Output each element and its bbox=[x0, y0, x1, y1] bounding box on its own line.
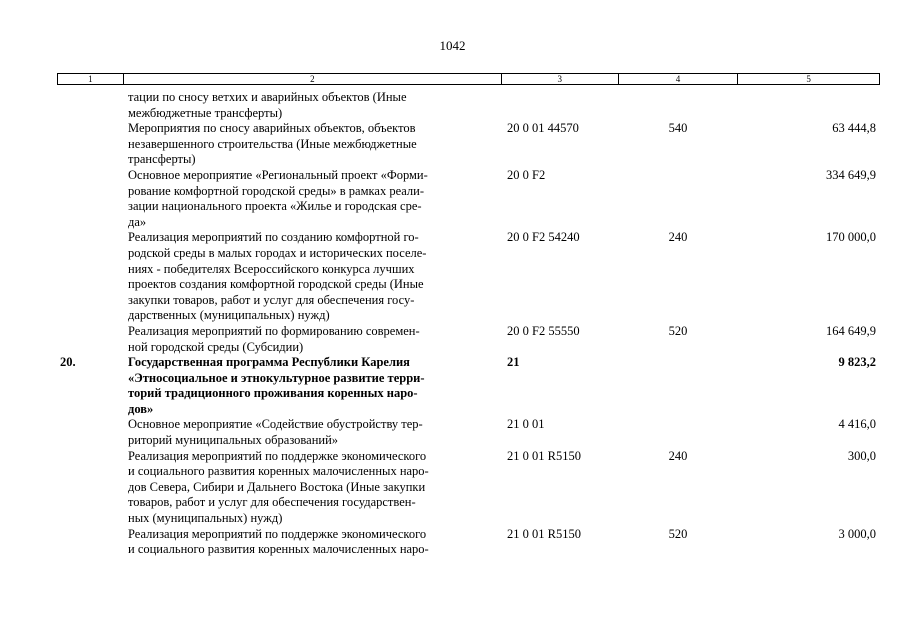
description-line: Реализация мероприятий по созданию комфортной го- bbox=[128, 230, 419, 245]
description-line: межбюджетные трансферты) bbox=[128, 105, 283, 120]
header-col-4: 4 bbox=[618, 74, 738, 84]
description-line: товаров, работ и услуг для обеспечения государствен- bbox=[128, 495, 416, 510]
table-row bbox=[57, 355, 880, 417]
description-line: дарственных (муниципальных) нужд) bbox=[128, 308, 330, 323]
table-row bbox=[57, 121, 880, 168]
row-amount: 3 000,0 bbox=[838, 526, 876, 541]
row-description bbox=[128, 230, 496, 324]
table-row bbox=[57, 324, 880, 355]
description-line: и социального развития коренных малочисленных наро- bbox=[128, 542, 429, 557]
row-code: 21 0 01 bbox=[507, 417, 545, 432]
table-row bbox=[57, 417, 880, 448]
description-line: зации национального проекта «Жилье и городская сре- bbox=[128, 199, 422, 214]
description-line: Мероприятия по сносу аварийных объектов, объектов bbox=[128, 121, 416, 136]
description-line: Реализация мероприятий по поддержке экономического bbox=[128, 526, 427, 541]
row-description bbox=[128, 168, 496, 230]
table-header-row bbox=[57, 73, 880, 85]
row-code: 20 0 F2 54240 bbox=[507, 230, 580, 245]
row-code: 21 0 01 R5150 bbox=[507, 448, 581, 463]
row-expense-type: 240 bbox=[668, 448, 688, 463]
row-code: 20 0 F2 55550 bbox=[507, 323, 580, 338]
description-line: Государственная программа Республики Карелия bbox=[128, 355, 410, 370]
row-code: 21 0 01 R5150 bbox=[507, 526, 581, 541]
description-line: и социального развития коренных малочисленных наро- bbox=[128, 464, 429, 479]
table-row bbox=[57, 90, 880, 121]
description-line: дов Севера, Сибири и Дальнего Востока (Иные закупки bbox=[128, 479, 426, 494]
table-row bbox=[57, 230, 880, 324]
description-line: «Этносоциальное и этнокультурное развитие терри- bbox=[128, 370, 425, 385]
row-expense-type: 520 bbox=[668, 323, 688, 338]
row-number: 20. bbox=[60, 355, 76, 370]
header-col-2: 2 bbox=[123, 74, 501, 84]
description-line: трансферты) bbox=[128, 152, 196, 167]
description-line: ных (муниципальных) нужд) bbox=[128, 511, 283, 526]
description-line: риторий муниципальных образований» bbox=[128, 433, 339, 448]
description-line: дов» bbox=[128, 401, 154, 416]
row-code: 20 0 01 44570 bbox=[507, 121, 579, 136]
row-description bbox=[128, 355, 496, 417]
description-line: родской среды в малых городах и исторических поселе- bbox=[128, 245, 427, 260]
description-line: да» bbox=[128, 214, 147, 229]
header-col-1: 1 bbox=[88, 74, 93, 84]
row-amount: 334 649,9 bbox=[826, 167, 876, 182]
header-col-3: 3 bbox=[501, 74, 618, 84]
description-line: ниях - победителях Всероссийского конкурса лучших bbox=[128, 261, 415, 276]
row-expense-type: 520 bbox=[668, 526, 688, 541]
description-line: ной городской среды (Субсидии) bbox=[128, 339, 304, 354]
row-description bbox=[128, 90, 496, 121]
row-description bbox=[128, 527, 496, 558]
row-amount: 164 649,9 bbox=[826, 323, 876, 338]
description-line: тации по сносу ветхих и аварийных объектов (Иные bbox=[128, 90, 407, 104]
row-amount: 300,0 bbox=[847, 448, 876, 463]
description-line: незавершенного строительства (Иные межбюджетные bbox=[128, 136, 417, 151]
row-expense-type: 240 bbox=[668, 230, 688, 245]
description-line: торий традиционного проживания коренных наро- bbox=[128, 386, 418, 401]
row-code: 21 bbox=[507, 355, 520, 370]
description-line: рование комфортной городской среды» в рамках реали- bbox=[128, 183, 425, 198]
table-row bbox=[57, 168, 880, 230]
table-row bbox=[57, 449, 880, 527]
description-line: Основное мероприятие «Региональный проект «Форми- bbox=[128, 167, 428, 182]
row-description bbox=[128, 449, 496, 527]
description-line: закупки товаров, работ и услуг для обеспечения госу- bbox=[128, 292, 415, 307]
table-body bbox=[57, 90, 880, 558]
description-line: проектов создания комфортной городской среды (Иные bbox=[128, 277, 424, 292]
row-amount: 9 823,2 bbox=[838, 355, 876, 370]
description-line: Основное мероприятие «Содействие обустройству тер- bbox=[128, 417, 423, 432]
row-description bbox=[128, 121, 496, 168]
table-row bbox=[57, 527, 880, 558]
row-description bbox=[128, 324, 496, 355]
page-number: 1042 bbox=[439, 38, 466, 53]
row-expense-type: 540 bbox=[668, 121, 688, 136]
row-amount: 4 416,0 bbox=[838, 417, 876, 432]
row-amount: 63 444,8 bbox=[832, 121, 876, 136]
row-amount: 170 000,0 bbox=[826, 230, 876, 245]
description-line: Реализация мероприятий по поддержке экономического bbox=[128, 448, 427, 463]
row-code: 20 0 F2 bbox=[507, 167, 546, 182]
row-description bbox=[128, 417, 496, 448]
description-line: Реализация мероприятий по формированию современ- bbox=[128, 323, 420, 338]
header-col-5: 5 bbox=[737, 74, 879, 84]
